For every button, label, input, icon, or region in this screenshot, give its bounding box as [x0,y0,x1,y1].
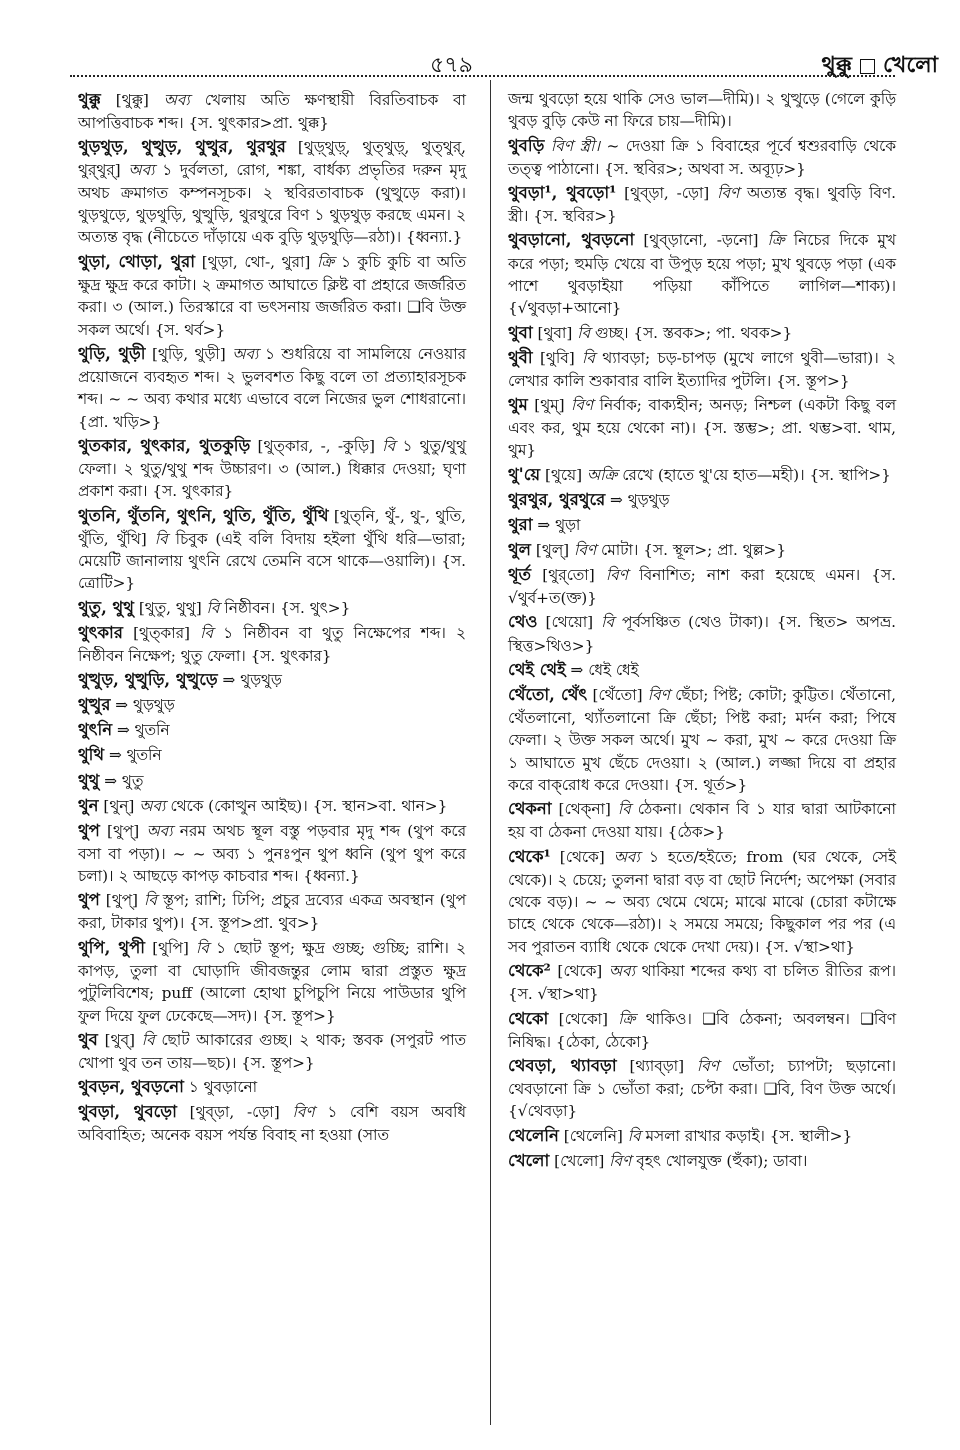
dictionary-entry [508,1149,896,1173]
headword: থেকে² [508,961,551,981]
page-header [0,40,960,80]
dictionary-entry [508,228,896,319]
headword: থুবড়া¹, থুবড়ো¹ [508,183,617,203]
pronunciation: [থুর্‌তো] [542,566,595,585]
definition: রেখে (হাতে থু'য়ে হাত—মহী)। {স. স্থাপি>} [622,465,891,484]
headword: থুথি [78,745,105,765]
headword: থেলেনি [508,1125,559,1145]
definition: মসলা রাখার কড়াই। {স. স্থালী>} [645,1126,853,1145]
definition: ঠেকনা। থেকান বি ১ যার দ্বারা আটকানো হয় বা ঠেকনা দেওয়া যায়। {ঠেক>} [508,800,896,842]
headword: থুতু, থুথু [78,597,134,617]
part-of-speech: বিণ [609,1151,632,1170]
headword: থেকনা [508,799,552,819]
pronunciation: [থেকে] [559,847,605,866]
part-of-speech: বিণ [292,1103,315,1122]
dictionary-entry [508,1124,896,1148]
headword: থুতনি, থুঁতনি, থুৎনি, থুতি, থুঁতি, থুঁথি [78,505,329,525]
pronunciation: [থেয়ো] [545,613,594,632]
pronunciation: [থুত্‌নি, থুঁ-, থু-, থুতি, থুঁতি, থুঁথি] [78,506,466,548]
part-of-speech: বিণ [605,566,629,585]
pronunciation: [থুপ্‌] [107,821,140,840]
page-number: ৫৭৯ [430,53,473,78]
definition: নির্বাক; বাক্যহীন; অনড়; নিশ্চল (একটা কিছু বল এবং কর, থুম হয়ে থেকো না)। {স. স্তম্ভ>; প্রা. থম্ভ>বা. থাম, থুম} [508,396,896,460]
headword: থুৎকার [78,622,123,642]
definition: ১ বেশি বয়স অবধি অবিবাহিত; অনেক বয়স পর্যন্ত বিবাহ না হওয়া (সাত [78,1103,466,1145]
dictionary-entry [508,1054,896,1123]
headword: থূর্ত [508,565,532,585]
part-of-speech: বি [601,613,615,632]
pronunciation: [থেক্‌না] [558,800,611,819]
right-column [508,88,896,1174]
headword: থুক্কু [78,90,101,109]
dictionary-entry [78,743,466,767]
headword: থেই থেই [508,659,566,679]
headword: খেলো [508,1150,550,1170]
pronunciation: [থুন্‌] [103,796,135,815]
part-of-speech: বি [200,623,213,642]
part-of-speech: অক্রি [586,465,618,484]
pronunciation: [থুতু, থুথু] [138,598,202,617]
headword: থুপি, থুপী [78,937,146,957]
headword: থেঁতো, থেঁৎ [508,684,588,704]
definition: ছোট আকারের গুচ্ছ। ২ থাক; স্তবক (সপুরট পাত খোপা থুব তন তায়—ছচ)। {স. স্তূপ>} [78,1030,466,1072]
part-of-speech: অব্য [139,796,166,815]
definition: থাকিয়া শব্দের কথ্য বা চলিত রীতির রূপ। {স. √স্থা>থা} [508,962,896,1004]
dictionary-entry [78,250,466,341]
part-of-speech: বিণ [571,396,594,415]
pronunciation: [থুবা] [537,323,573,342]
pronunciation: [থেঁতো] [592,685,643,704]
part-of-speech: ক্রি [317,252,335,271]
part-of-speech: অব্য [608,962,636,981]
pronunciation: [থুবি] [539,348,575,367]
part-of-speech: ক্রি [767,231,785,250]
headword: থেও [508,612,538,632]
dictionary-entry [508,488,896,512]
dictionary-entry [508,346,896,392]
headword: থুরথুর, থুরথুরে [508,489,606,509]
part-of-speech: বিণ [717,184,740,203]
part-of-speech: বি [206,598,220,617]
headword: থুন [78,795,99,815]
definition: ১ দুর্বলতা, রোগ, শঙ্কা, বার্ধক্য প্রভৃতির দরুন মৃদু অথচ ক্রমাগত কম্পনসূচক। ২ স্থবিরতাবাচক (থুত্থুড়ে করা)। থুড়থুড়ে, থুড়থুড়ি, থুত্থুড়ি, থুরথুরে বিণ ১ থুড়থুড় করছে এমন। ২ অত্যন্ত বৃদ্ধ (নীচেতে দাঁড়ায়ে এক বুড়ি থুড়থুড়ি—রঠা)। {ধ্বন্যা.} [78,161,466,247]
headword: থুপ [78,890,100,910]
definition: বৃহৎ খোলযুক্ত (হুঁকা); ডাবা। [636,1151,808,1170]
part-of-speech: বিণ স্ত্রী। [550,136,600,155]
dictionary-entry [78,936,466,1027]
part-of-speech: বিণ [573,540,597,559]
headword: থুত্থুর [78,695,111,715]
pronunciation: [থুত্‌কার] [133,623,190,642]
definition: বিনাশিত; নাশ করা হয়েছে এমন। {স. √থুর্ব+ত(ক্ত)} [508,566,896,608]
definition: নরম অথচ স্থূল বস্তু পড়বার মৃদু শব্দ (থুপ করে বসা বা পড়া)। ~ ~ অব্য ১ পুনঃপুন থুপ ধ্বনি (থুপ থুপ করে চলা)। ২ আছড়ে কাপড় কাচবার শব্দ। {ধ্বন্যা.} [78,821,466,886]
header-rule [70,75,895,77]
definition: ⇒ থুতনি [108,746,162,765]
dictionary-entry [78,1028,466,1074]
definition: পূর্বসঞ্চিত (থেও টাকা)। {স. স্থিত> অপভ্র. স্থিত্ত>থিও>} [508,613,896,655]
definition: ⇒ থুড়থুড় [115,696,175,715]
part-of-speech: অব্য [128,161,155,180]
left-column [78,88,466,1148]
pronunciation: [থুল্‌] [535,540,570,559]
dictionary-entry [508,393,896,462]
dictionary-entry [508,88,896,133]
part-of-speech: ক্রি [618,1009,636,1028]
headword: থুবা [508,322,533,342]
pronunciation: [থুড়ি, থুড়ী] [152,344,226,363]
definition: চিবুক (এই বলি বিদায় হইলা থুঁথি ধরি—ভারা; মেয়েটি জানালায় থুৎনি রেখে তেমনি বসে থাকে—ওয়ালি)। {স. ত্রোটি>} [78,529,466,593]
part-of-speech: বি [577,323,591,342]
definition: ভোঁতা; চ্যাপটা; ছড়ানো। থেবড়ানো ক্রি ১ ভোঁতা করা; চেপ্টা করা। ❑বি, বিণ উক্ত অর্থে। {√থেবড়া} [508,1056,896,1121]
dictionary-entry [508,797,896,843]
definition: ⇒ থুড়থুড় [610,490,670,509]
dictionary-entry [78,794,466,818]
headword: থুপ [78,820,100,840]
headword: থেবড়া, থ্যাবড়া [508,1055,617,1075]
pronunciation: [থ্যাব্‌ড়া] [629,1056,685,1075]
headword: থুৎনি [78,720,113,740]
dictionary-entry [508,321,896,345]
dictionary-entry [508,513,896,537]
part-of-speech: অব্য [163,91,190,109]
definition: থাকিও। ❑বি ঠেকনা; অবলম্বন। ❑বিণ নিষিদ্ধ। {ঠেকা, ঠেকো} [508,1009,896,1051]
dictionary-entry [508,658,896,682]
pronunciation: [থুড়া, থো-, থুরা] [201,252,311,271]
definition: ১ শুধরিয়ে বা সামলিয়ে নেওয়ার প্রয়োজনে ব্যবহৃত শব্দ। ২ ভুলবশত কিছু বলে তা প্রত্যাহারসূচক শব্দ। ~ ~ অব্য কথার মধ্যে এভাবে বলে নিজের ভুল শোধরানো। {প্রা. খড়ি>} [78,344,466,431]
definition: ⇒ ধেই ধেই [570,660,639,679]
column-divider [490,80,491,1425]
headword: থুড়ি, থুড়ী [78,343,146,363]
pronunciation: [থেকো] [558,1009,608,1028]
part-of-speech: বি [582,348,595,367]
dictionary-entry [508,181,896,227]
dictionary-entry [508,959,896,1005]
dictionary-entry [78,88,466,134]
dictionary-entry [508,134,896,180]
pronunciation: [থুড়্‌থুড়্‌, থুত্‌থুড়্‌, থুত্‌থুর্‌, থুর্‌থুর্‌] [78,138,466,180]
part-of-speech: বিণ [647,685,670,704]
part-of-speech: বি [154,529,168,548]
dictionary-entry [78,504,466,595]
definition: ১ ছোট স্তূপ; ক্ষুদ্র গুচ্ছ; গুচ্ছি; রাশি। ২ কাপড়, তুলা বা ঘোড়াদি জীবজন্তুর লোম দ্বারা প্রস্তুত ক্ষুদ্র পুটুলিবিশেষ; puff (আলো হোথা চুপিচুপি নিয়ে পাউডার থুপি ফুল দিয়ে ফুল ঢেকেছে—সদ)। {স. স্তূপ>} [78,938,466,1025]
definition: ⇒ থুড়া [537,515,581,534]
headword: থুল [508,539,531,559]
pronunciation: [থেলেনি] [563,1126,623,1145]
part-of-speech: বি [617,800,631,819]
box-icon [860,59,875,74]
headword: থু'য়ে [508,464,541,484]
headword: থুবড়া, থুবড়ো [78,1102,177,1122]
definition: মোটা। {স. স্থূল>; প্রা. থুল্ল>} [601,540,787,559]
dictionary-entry [78,693,466,717]
dictionary-entry [508,845,896,958]
definition: ১ নিষ্ঠীবন বা থুতু নিক্ষেপের শব্দ। ২ নিষ্ঠীবন নিক্ষেপ; থুতু ফেলা। {স. থুৎকার} [78,623,466,665]
definition: স্তূপ; রাশি; ঢিপি; প্রচুর দ্রব্যের একত্র অবস্থান (থুপ করা, টাকার থুপ)। {স. স্তূপ>প্রা. থুব>} [78,891,466,933]
headword: থুবড়ি [508,135,545,155]
dictionary-entry [78,668,466,692]
definition: ⇒ থুড়থুড় [222,671,282,690]
dictionary-entry [78,1075,466,1099]
pronunciation: [থুব্‌ড়া, -ড়ো] [624,184,710,203]
pronunciation: [থুম্‌] [534,396,565,415]
pronunciation: [থেকে] [557,962,603,981]
part-of-speech: বি [195,938,209,957]
pronunciation: [থুপ্‌] [105,891,139,910]
part-of-speech: অব্য [232,344,259,363]
headword: থুথু [78,770,100,790]
part-of-speech: বি [141,1030,155,1049]
pronunciation: [থুপি] [152,938,189,957]
headword: থুবী [508,347,533,367]
dictionary-entry [78,135,466,248]
definition: নিষ্ঠীবন। {স. থুৎ>} [224,598,351,617]
definition: ১ হতে/হইতে; from (ঘর থেকে, সেই থেকে)। ২ চেয়ে; তুলনা দ্বারা বড় বা ছোট নির্দেশ; অপেক্ষা (সবার থেকে বড়)। ~ ~ অব্য থেমে থেমে; মাঝে মাঝে (চোরা কটাক্ষে চাহে থেকে থেকে—রঠা)। ২ সময়ে সময়ে; কিছুকাল পর পর (এ সব পুরাতন ব্যাধি থেকে থেকে দেখা দেয়)। {স. √স্থা>থা} [508,847,896,956]
headword: থুবড়ন, থুবড়নো [78,1077,184,1097]
part-of-speech: বিণ [696,1056,720,1075]
dictionary-entry [78,888,466,934]
pronunciation: [থুয়ে] [545,465,583,484]
definition: থেকে (কোত্থুন আইছ)। {স. স্থান>বা. থান>} [170,796,448,815]
dictionary-entry [78,342,466,433]
part-of-speech: বি [627,1126,641,1145]
headword: থুম [508,395,528,415]
definition: খেলায় অতি ক্ষণস্থায়ী বিরতিবাচক বা আপত্তিবাচক শব্দ। {স. থুৎকার>প্রা. থুক্ক} [78,91,466,133]
dictionary-entry [78,769,466,793]
dictionary-entry [78,718,466,742]
pronunciation: [থুব্‌ড়ানো, -ড়নো] [643,231,759,250]
headword: থেকো [508,1008,549,1028]
headword: থুতকার, থুৎকার, থুতকুড়ি [78,435,251,455]
part-of-speech: অব্য [146,821,173,840]
headword: থুব [78,1029,98,1049]
definition: অত্যন্ত বৃদ্ধ। থুবড়ি বিণ. স্ত্রী। {স. স্থবির>} [508,184,896,226]
part-of-speech: বি [382,436,396,455]
pronunciation: [থুক্কু] [115,91,149,109]
pronunciation: [থুত্‌কার, -, -কুড়ি] [257,436,376,455]
definition: ছেঁচা; পিষ্ট; কোটা; কুট্টিত। থেঁতানো, থেঁতলানো, থ্যাঁতলানো ক্রি ছেঁচা; পিষ্ট করা; মর্দন করা; পিষে ফেলা। ২ উক্ত সকল অর্থে। মুখ ~ করা, মুখ ~ করে দেওয়া ক্রি ১ আঘাতে মুখ ছেঁচে দেওয়া। ২ (আল.) লজ্জা দিয়ে বা প্রহার করে বাক্‌রোধ করে দেওয়া। {স. থূর্ত>} [508,685,896,795]
guide-words [822,48,938,85]
headword: থুড়া, থোড়া, থুরা [78,251,196,271]
guide-word-last: খেলো [883,52,938,78]
definition: ~ দেওয়া ক্রি ১ বিবাহের পূর্বে শ্বশুরবাড়ি থেকে তত্ত্ব পাঠানো। {স. স্থবির>; অথবা স. অব্যূঢ়>} [508,136,896,178]
dictionary-entry [508,1007,896,1053]
headword: থেকে¹ [508,846,551,866]
dictionary-entry [508,683,896,796]
headword: থুত্থুড়, থুত্থুড়ি, থুত্থুড়ে [78,670,218,690]
headword: থুরা [508,514,533,534]
pronunciation: [থুব্‌ড়া, -ড়ো] [189,1103,280,1122]
definition: ১ কুচি কুচি বা অতি ক্ষুদ্র ক্ষুদ্র করে কাটা। ২ ক্রমাগত আঘাতে ক্লিষ্ট বা প্রহারে জর্জরিত করা। ৩ (আল.) তিরস্কারে বা ভৎসনায় জর্জরিত করা। ❑বি উক্ত সকল অর্থে। {স. থর্ব>} [78,252,466,339]
dictionary-entry [508,563,896,609]
pronunciation: [খেলো] [554,1151,605,1170]
definition: ১ থুতু/থুথু ফেলা। ২ থুতু/থুথু শব্দ উচ্চারণ। ৩ (আল.) ধিক্কার দেওয়া; ঘৃণা প্রকাশ করা। {স. থুৎকার} [78,436,466,501]
pronunciation: [থুব্‌] [104,1030,135,1049]
definition: গুচ্ছ। {স. স্তবক>; পা. থবক>} [594,323,793,342]
headword: থুবড়ানো, থুবড়নো [508,230,635,250]
dictionary-entry [78,596,466,620]
dictionary-entry [508,463,896,487]
dictionary-entry [508,538,896,562]
definition: ⇒ থুতু [104,771,144,790]
dictionary-entry [78,434,466,503]
part-of-speech: অব্য [613,847,640,866]
definition: ১ থুবড়ানো [188,1078,258,1097]
definition: জন্ম থুবড়ো হয়ে থাকি সেও ভাল—দীমি)। ২ থুত্থুড়ে (গেলে কুড়ি থুবড় বুড়ি কেউ না ফিরে চায়—দীমি)। [508,90,896,131]
headword: থুড়থুড়, থুত্থুড়, থুত্থুর, থুরথুর [78,137,286,157]
guide-word-first: থুক্কু [821,52,852,78]
dictionary-entry [78,621,466,667]
definition: নিচের দিকে মুখ করে পড়া; হুমড়ি খেয়ে বা উপুড় হয়ে পড়া; মুখ থুবড়ে পড়া (এক পাশে থুবড়াইয়া পড়িয়া কাঁপিতে লাগিল—শাক্য)। {√থুবড়া+আনো} [508,231,896,318]
definition: থ্যাবড়া; চড়-চাপড় (মুখে লাগে থুবী—ভারা)। ২ লেখার কালি শুকাবার বালি ইত্যাদির পুটলি। {স. স্তূপ>} [508,348,896,390]
dictionary-entry [508,610,896,656]
dictionary-entry [78,1100,466,1146]
definition: ⇒ থুতনি [116,721,170,740]
part-of-speech: বি [143,891,157,910]
dictionary-entry [78,819,466,888]
